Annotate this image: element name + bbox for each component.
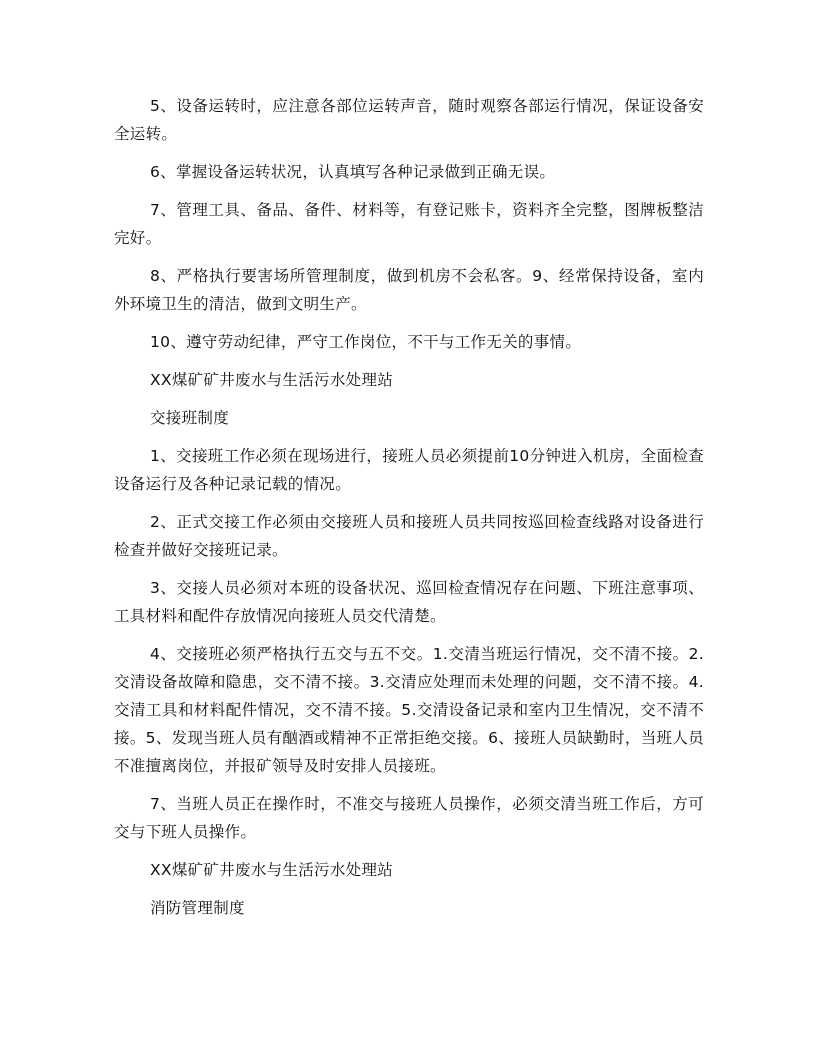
document-body	[114, 92, 704, 932]
paragraph-8-9: 8、严格执行要害场所管理制度，做到机房不会私客。9、经常保持设备，室内外环境卫生的清洁，做到文明生产。	[114, 267, 704, 313]
section-org-heading-2: XX煤矿矿井废水与生活污水处理站	[150, 861, 394, 879]
handover-paragraph-4: 4、交接班必须严格执行五交与五不交。1.交清当班运行情况，交不清不接。2.交清设备故障和隐患，交不清不接。3.交清应处理而未处理的问题，交不清不接。4.交清工具和材料配件情况，交不清不接。5.交清设备记录和室内卫生情况，交不清不接。5、发现当班人员有酗酒或精神不正常拒绝交接。6、接班人员缺勤时，当班人员不准擅离岗位，并报矿领导及时安排人员接班。	[114, 645, 704, 775]
paragraph-10: 10、遵守劳动纪律，严守工作岗位，不干与工作无关的事情。	[150, 333, 582, 351]
paragraph-5: 5、设备运转时，应注意各部位运转声音，随时观察各部运行情况，保证设备安全运转。	[114, 97, 704, 143]
paragraph-7: 7、管理工具、备品、备件、材料等，有登记账卡，资料齐全完整，图牌板整洁完好。	[114, 201, 704, 247]
handover-paragraph-2: 2、正式交接工作必须由交接班人员和接班人员共同按巡回检查线路对设备进行检查并做好交接班记录。	[114, 513, 704, 559]
handover-paragraph-3: 3、交接人员必须对本班的设备状况、巡回检查情况存在问题、下班注意事项、工具材料和配件存放情况向接班人员交代清楚。	[114, 579, 704, 625]
handover-paragraph-1: 1、交接班工作必须在现场进行，接班人员必须提前10分钟进入机房，全面检查设备运行及各种记录记载的情况。	[114, 447, 704, 493]
section-title-fire: 消防管理制度	[150, 899, 245, 917]
paragraph-6: 6、掌握设备运转状况，认真填写各种记录做到正确无误。	[150, 163, 556, 181]
section-org-heading: XX煤矿矿井废水与生活污水处理站	[150, 371, 394, 389]
handover-paragraph-7: 7、当班人员正在操作时，不准交与接班人员操作，必须交清当班工作后，方可交与下班人员操作。	[114, 795, 704, 841]
section-title-handover: 交接班制度	[150, 409, 230, 427]
